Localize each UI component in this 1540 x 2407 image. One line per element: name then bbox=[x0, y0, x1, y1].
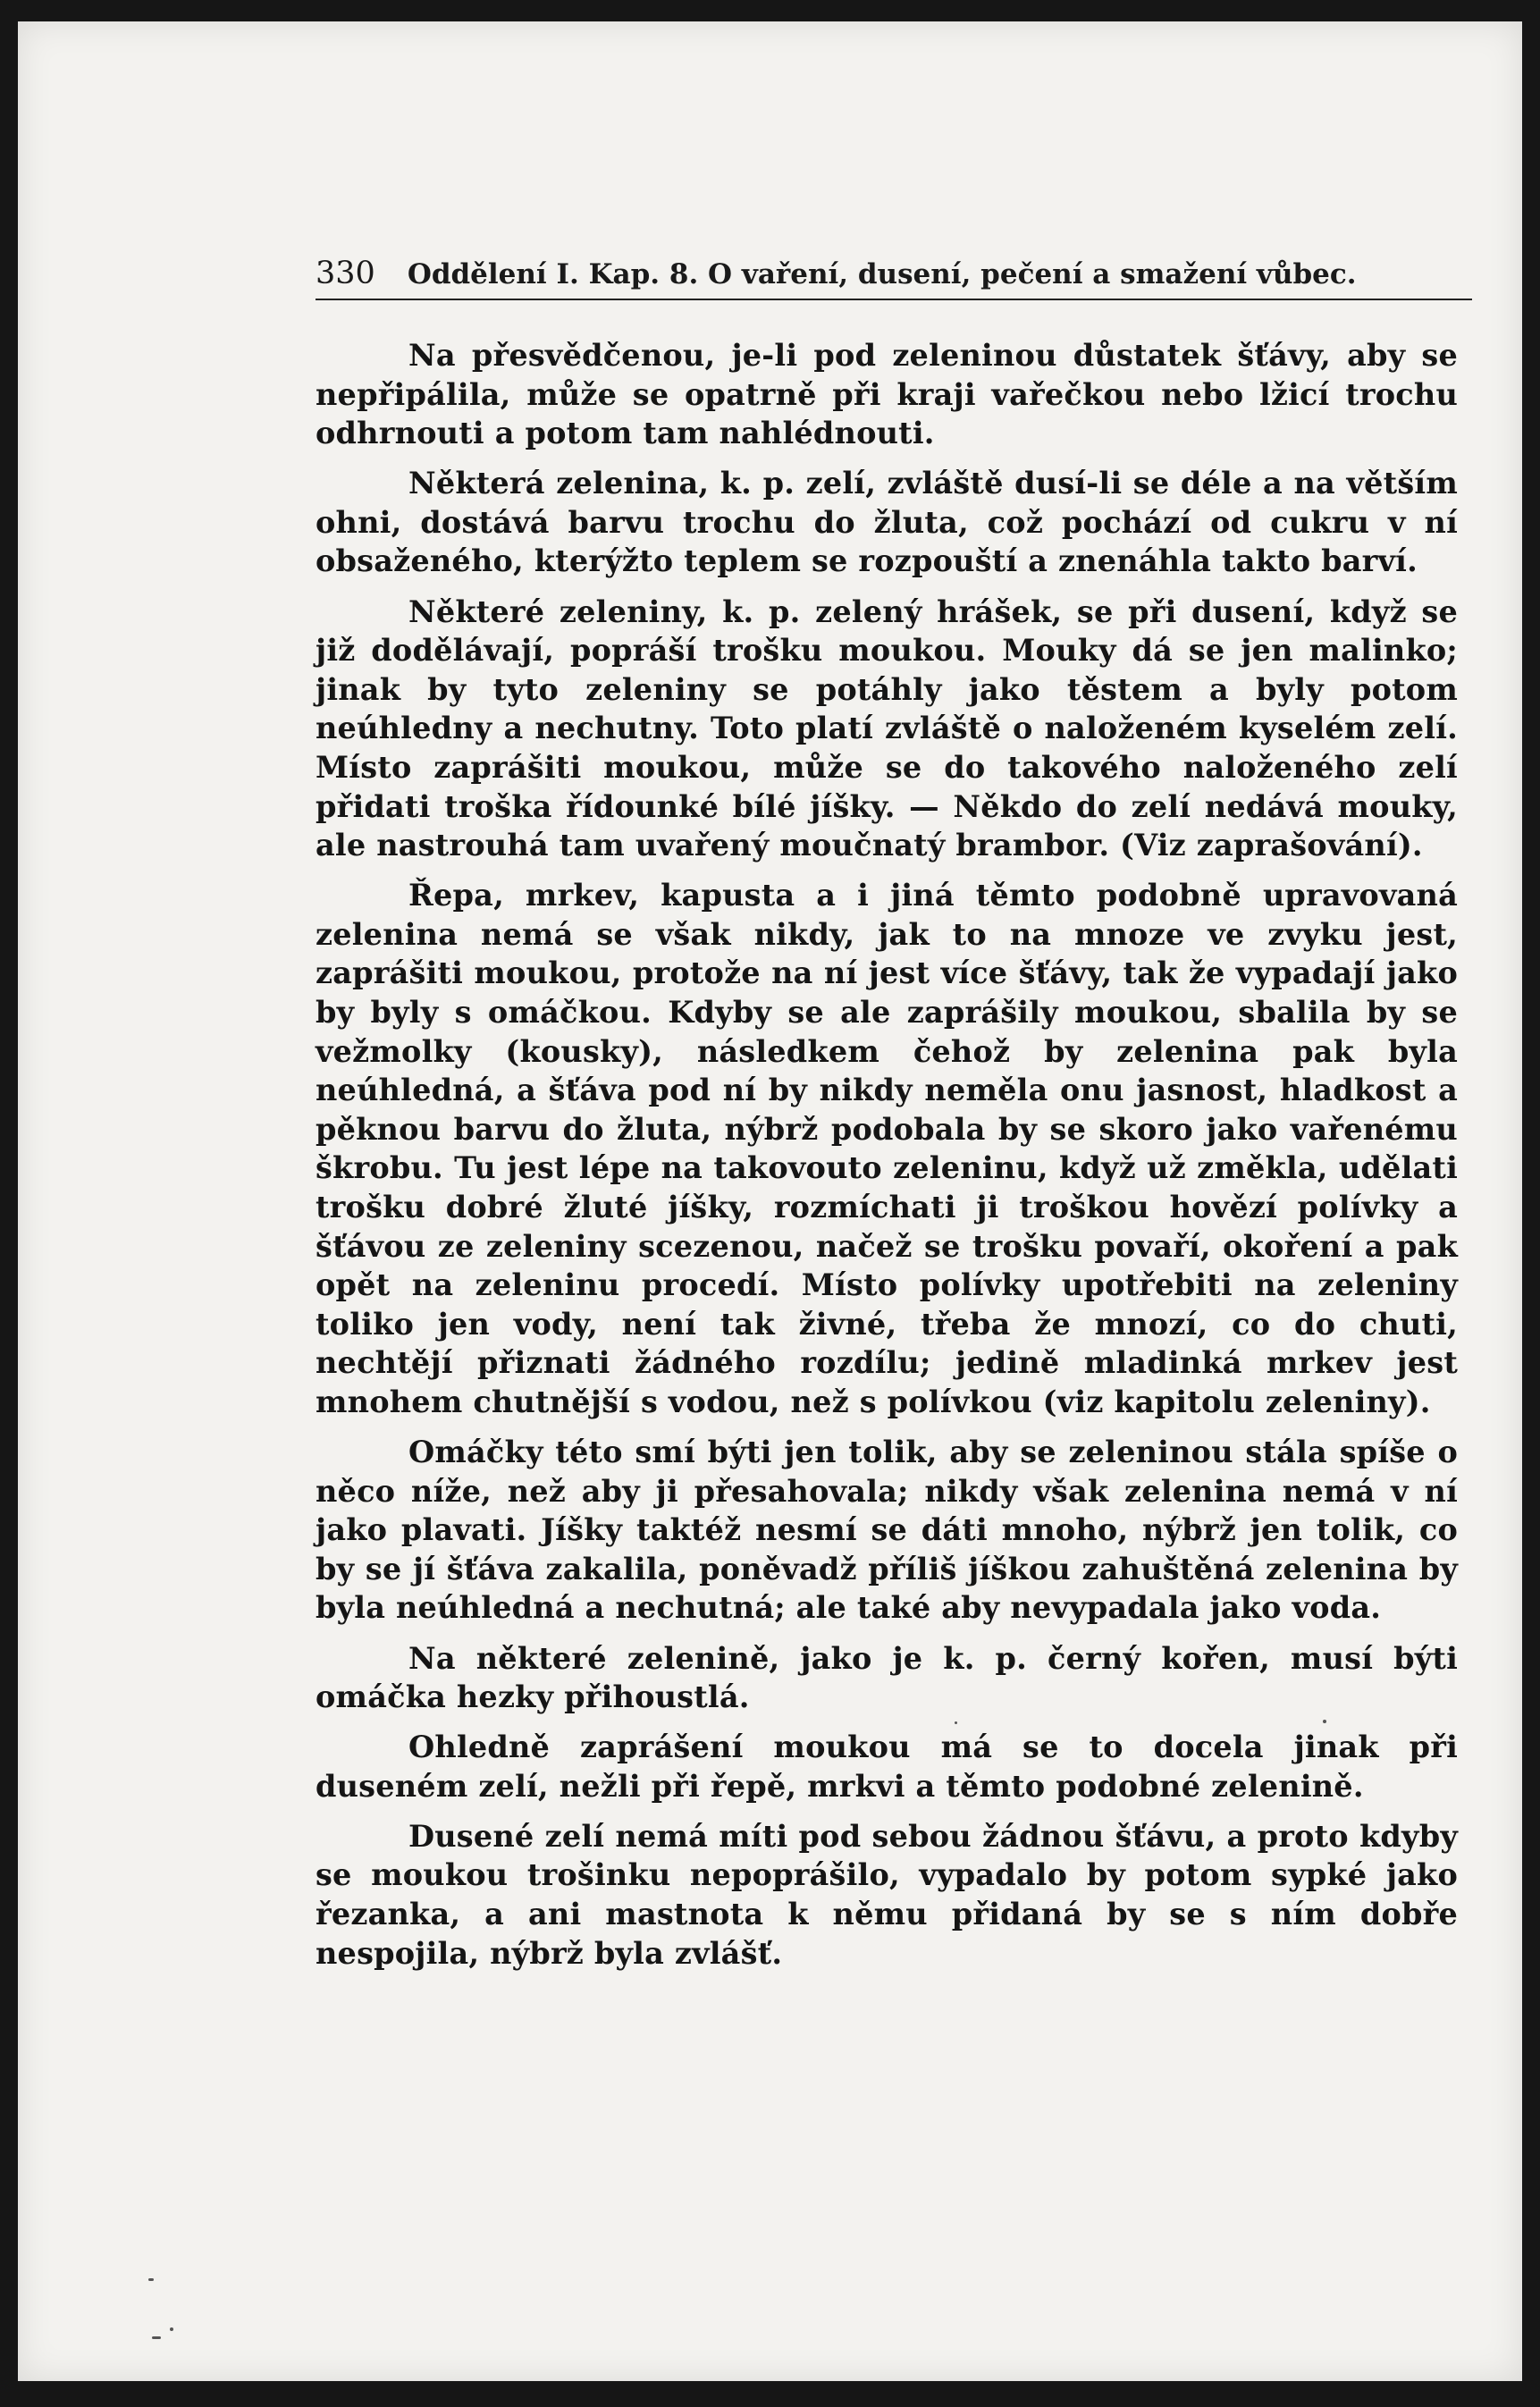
scan-speck bbox=[170, 2327, 173, 2331]
book-page bbox=[18, 21, 1522, 2381]
body-text bbox=[316, 336, 1458, 1984]
scan-speck bbox=[148, 2278, 154, 2281]
running-header bbox=[316, 256, 1477, 300]
paragraph: Dusené zelí nemá míti pod sebou žádnou šťávu, a proto kdyby se moukou trošinku nepoprášilo, vypadalo by potom sypké jako řezanka, a ani mastnota k němu přidaná by se s ním dobře nespojila, nýbrž byla zvlášť. bbox=[316, 1818, 1458, 1971]
paragraph: Na některé zelenině, jako je k. p. černý kořen, musí býti omáčka hezky přihoustlá. bbox=[316, 1640, 1458, 1715]
scan-speck bbox=[955, 1721, 957, 1724]
scan-speck bbox=[1323, 1720, 1326, 1723]
paragraph: Ohledně zaprášení moukou má se to docela jinak při duseném zelí, nežli při řepě, mrkvi a těmto podobné zelenině. bbox=[316, 1730, 1458, 1804]
running-title: Oddělení I. Kap. 8. O vaření, dusení, pečení a smažení vůbec. bbox=[407, 258, 1357, 290]
page-number: 330 bbox=[316, 256, 375, 291]
paragraph: Řepa, mrkev, kapusta a i jiná těmto podobně upravovaná zelenina nemá se však nikdy, jak to na mnoze ve zvyku jest, zaprášiti moukou, protože na ní jest více šťávy, tak že vypadají jako by byly s omáčkou. Kdyby se ale zaprášily moukou, sbalila by se vežmolky (kousky), následkem čehož by zelenina pak byla neúhledná, a šťáva pod ní by nikdy neměla onu jasnost, hladkost a pěknou barvu do žluta, nýbrž podobala by se skoro jako vařenému škrobu. Tu jest lépe na takovouto zeleninu, když už změkla, udělati trošku dobré žluté jíšky, rozmíchati ji troškou hovězí polívky a šťávou ze zeleniny scezenou, načež se trošku povaří, okoření a pak opět na zeleninu procedí. Místo polívky upotřebiti na zeleniny toliko jen vody, není tak živné, třeba že mnozí, co do chuti, nechtějí přiznati žádného rozdílu; jedině mladinká mrkev jest mnohem chutnější s vodou, než s polívkou (viz kapitolu zeleniny). bbox=[316, 878, 1458, 1419]
scan-speck bbox=[152, 2336, 161, 2339]
paragraph: Některá zelenina, k. p. zelí, zvláště dusí-li se déle a na větším ohni, dostává barvu trochu do žluta, což pochází od cukru v ní obsaženého, kterýžto teplem se rozpouští a znenáhla takto barví. bbox=[316, 466, 1458, 579]
paragraph: Na přesvědčenou, je-li pod zeleninou důstatek šťávy, aby se nepřipálila, může se opatrně při kraji vařečkou nebo lžicí trochu odhrnouti a potom tam nahlédnouti. bbox=[316, 338, 1458, 451]
paragraph: Omáčky této smí býti jen tolik, aby se zeleninou stála spíše o něco níže, než aby ji přesahovala; nikdy však zelenina nemá v ní jako plavati. Jíšky taktéž nesmí se dáti mnoho, nýbrž jen tolik, co by se jí šťáva zakalila, poněvadž příliš jíškou zahuštěná zelenina by byla neúhledná a nechutná; ale také aby nevypadala jako voda. bbox=[316, 1435, 1458, 1626]
paragraph: Některé zeleniny, k. p. zelený hrášek, se při dusení, když se již dodělávají, popráší trošku moukou. Mouky dá se jen malinko; jinak by tyto zeleniny se potáhly jako těstem a byly potom neúhledny a nechutny. Toto platí zvláště o naloženém kyselém zelí. Místo zaprášiti moukou, může se do takového naloženého zelí přidati troška řídounké bílé jíšky. — Někdo do zelí nedává mouky, ale nastrouhá tam uvařený moučnatý brambor. (Viz zaprašování). bbox=[316, 593, 1458, 863]
header-rule bbox=[316, 299, 1472, 300]
